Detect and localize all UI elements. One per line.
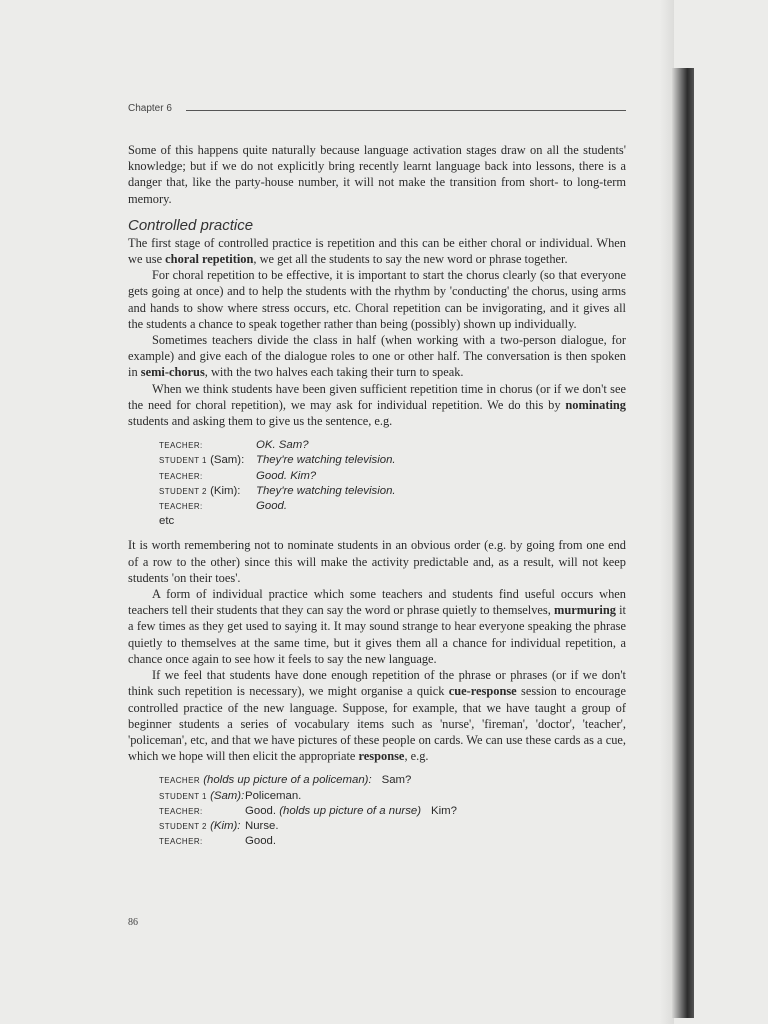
page-number: 86 xyxy=(128,917,138,928)
dialogue-row: STUDENT 2 (Kim): They're watching television. xyxy=(159,484,396,497)
dialogue-row: TEACHER: OK. Sam? xyxy=(159,439,309,452)
dialogue-row: TEACHER: Good. xyxy=(159,835,277,848)
term-choral-repetition: choral repetition xyxy=(165,252,254,267)
chapter-label: Chapter 6 xyxy=(128,103,172,114)
paragraph-1: The first stage of controlled practice is repetition and this can be either choral or individual. When we use choral repetition, we get all the students to say the new word or phrase together. xyxy=(128,235,626,267)
term-nominating: nominating xyxy=(565,397,626,412)
dialogue-row: STUDENT 1 (Sam): Policeman. xyxy=(159,789,302,802)
dialogue-example-2 xyxy=(159,773,626,849)
dialogue-row: TEACHER (holds up picture of a policeman): Sam? xyxy=(159,774,412,787)
paragraph-3: Sometimes teachers divide the class in half (when working with a two-person dialogue, for example) and give each of the dialogue roles to one or other half. The conversation is then spoken in semi-chorus, with the two halves each taking their turn to speak. xyxy=(128,333,626,380)
dialogue-row: TEACHER: Good. (holds up picture of a nurse) Kim? xyxy=(159,804,457,817)
book-spine-shadow xyxy=(672,68,694,1018)
intro-paragraph: Some of this happens quite naturally because language activation stages draw on all the students' knowledge; but if we do not explicitly bring recently learnt language back into lessons, there is a danger that, like the party-house number, it will not make the transition from short- to long-term memory. xyxy=(128,143,626,206)
term-murmuring: murmuring xyxy=(554,603,616,618)
dialogue-row: STUDENT 1 (Sam): They're watching television. xyxy=(159,454,396,467)
dialogue-row: TEACHER: Good. Kim? xyxy=(159,469,317,482)
dialogue-etc: etc xyxy=(159,515,175,528)
header-rule xyxy=(186,110,626,111)
body-text xyxy=(128,142,626,857)
paragraph-4: When we think students have been given sufficient repetition time in chorus (or if we don't see the need for choral repetition), we may ask for individual repetition. We do this by nominating students and asking them to give us the sentence, e.g. xyxy=(128,381,626,429)
term-semi-chorus: semi-chorus xyxy=(140,365,205,380)
paragraph-6: A form of individual practice which some teachers and students find useful occurs when teachers tell their students that they can say the word or phrase quietly to themselves, murmuring it a few times as they get used to saying it. It may sound strange to hear everyone speaking the phrase quietly to themselves at the same time, but it gives them all a chance for individual repetition, a chance once again to see how it feels to say the new language. xyxy=(128,587,626,666)
dialogue-example-1 xyxy=(159,438,626,529)
dialogue-row: TEACHER: Good. xyxy=(159,500,288,513)
paragraph-7: If we feel that students have done enough repetition of the phrase or phrases (or if we don't think such repetition is necessary), we might organise a quick cue-response session to encourage controlled practice of the new language. Suppose, for example, that we have taught a group of beginner students a series of vocabulary items such as 'nurse', 'fireman', 'doctor', 'teacher', 'policeman', etc, and that we have pictures of these people on cards. We can use these cards as a cue, which we hope will then elicit the appropriate response, e.g. xyxy=(128,668,626,764)
term-response: response xyxy=(358,749,405,764)
paragraph-2: For choral repetition to be effective, it is important to start the chorus clearly (so that everyone gets going at once) and to help the students with the rhythm by 'conducting' the chorus, using arms and hands to show where stress occurs, etc. Choral repetition can be invigorating, and it gives all the students a chance to speak together rather than being (possibly) shown up individually. xyxy=(128,268,626,331)
dialogue-row: STUDENT 2 (Kim): Nurse. xyxy=(159,819,279,832)
paragraph-5: It is worth remembering not to nominate students in an obvious order (e.g. by going from one end of a row to the other) since this will make the activity predictable and, as a result, will not keep students 'on their toes'. xyxy=(128,538,626,585)
section-heading: Controlled practice xyxy=(128,216,254,234)
term-cue-response: cue-response xyxy=(448,684,517,699)
running-header xyxy=(128,103,628,117)
